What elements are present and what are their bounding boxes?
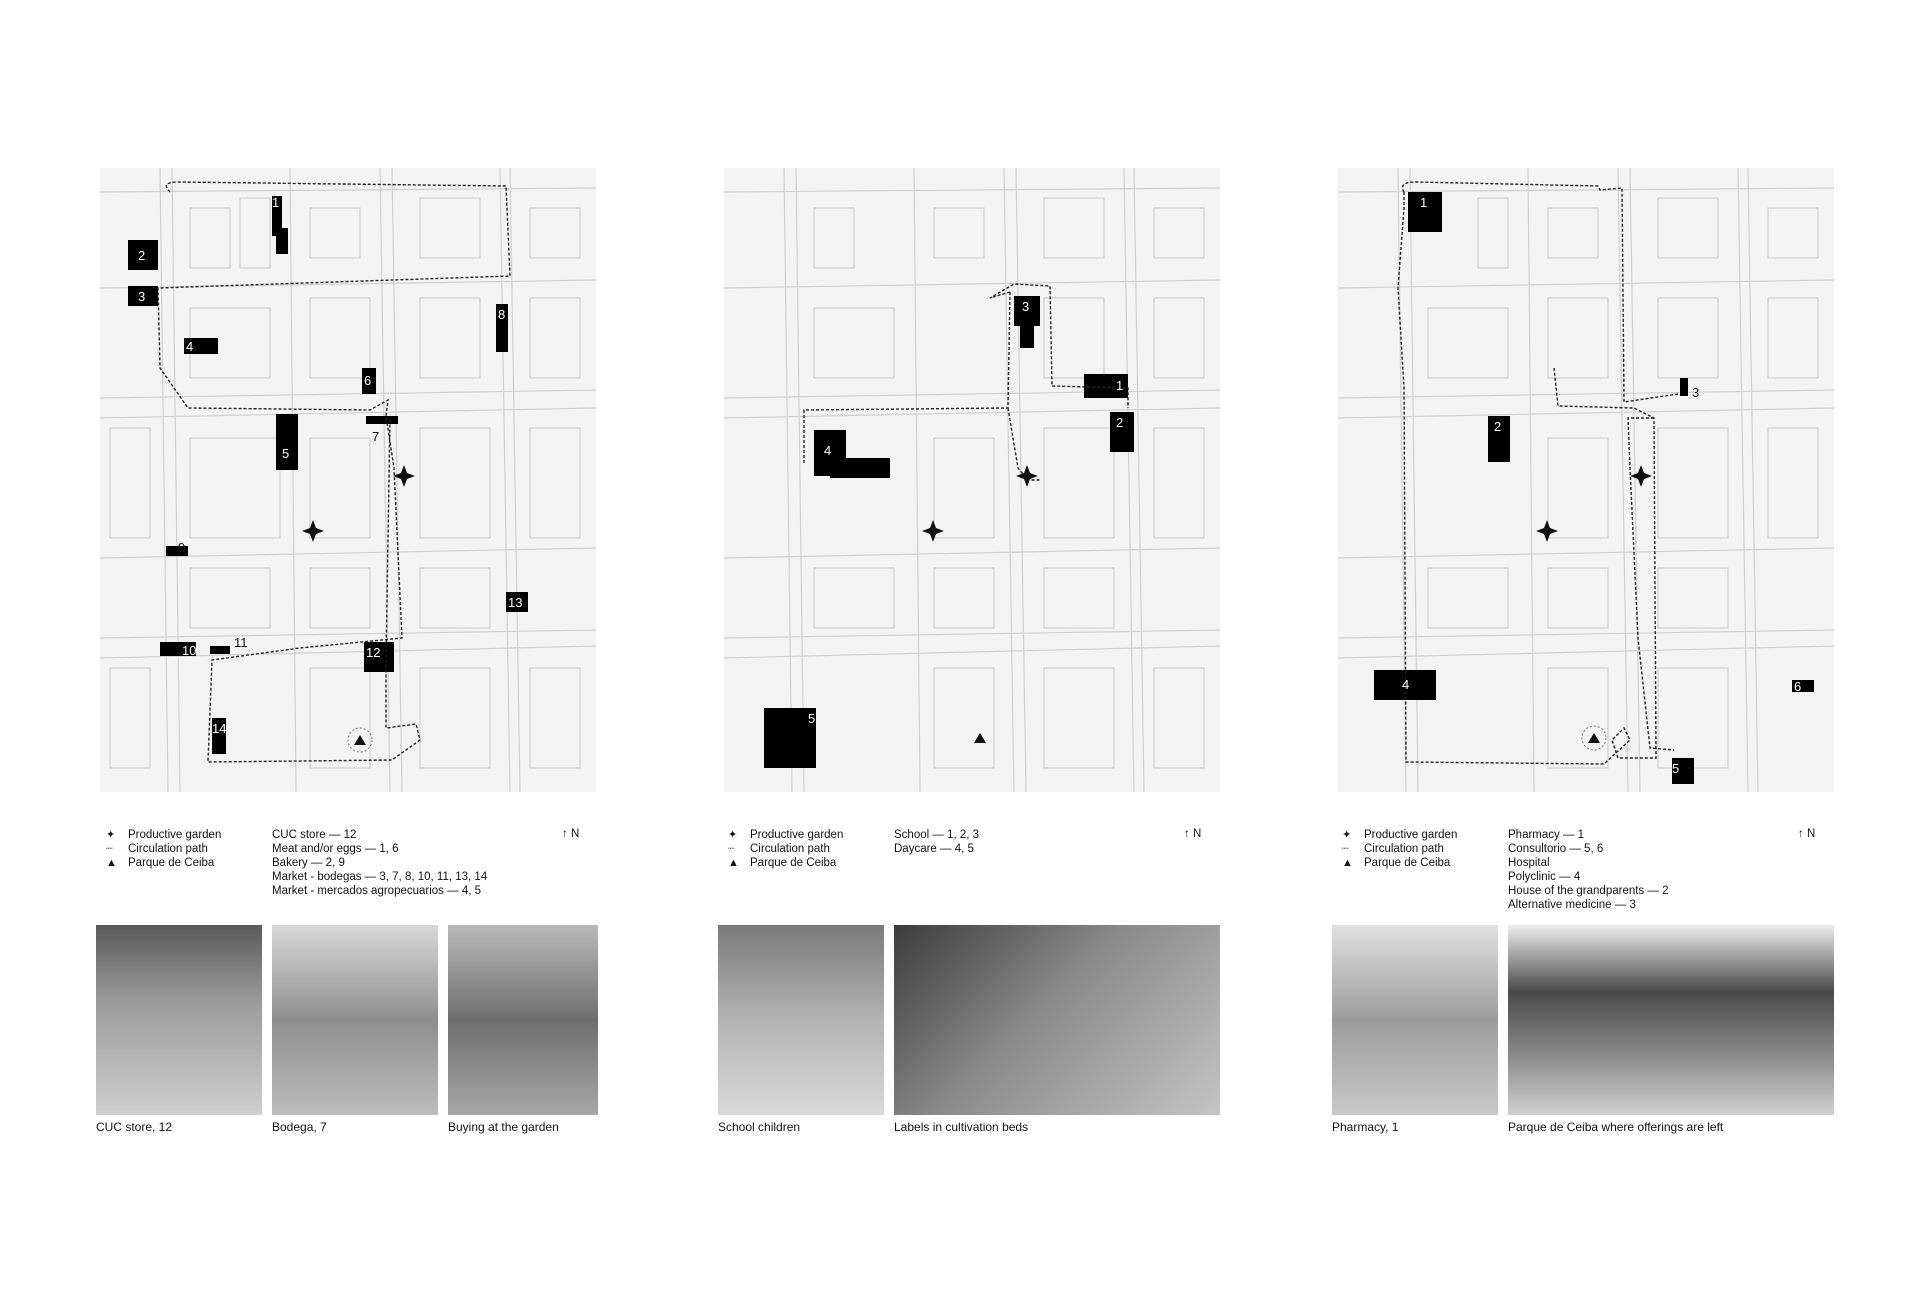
map-label-2: 2 [138,248,146,263]
caption: Buying at the garden [448,1120,559,1134]
map-label-5: 5 [282,446,290,461]
map-label-4: 4 [1402,677,1410,692]
map-label-3: 3 [138,289,146,304]
legend-garden-label: Productive garden [1364,829,1458,841]
dashed-path-icon: ┈ [728,843,735,855]
photo-garden [448,925,598,1115]
north-arrow [1184,828,1201,840]
street-grid [724,168,1220,792]
map-label-9: 9 [178,540,186,555]
map-label-8: 8 [498,307,506,322]
list-item: Market - mercados agropecuarios — 4, 5 [272,885,482,897]
north-arrow [1798,828,1815,840]
list-item: Alternative medicine — 3 [1508,899,1636,911]
dashed-path-icon: ┈ [106,843,113,855]
garden-icon: ✦ [1342,829,1352,841]
north-arrow-icon: ↑ [1798,828,1804,840]
panel-food [96,0,656,1298]
map-label-5: 5 [1672,761,1680,776]
caption: Parque de Ceiba where offerings are left [1508,1120,1724,1134]
map-label-7: 7 [372,429,380,444]
map-food [100,168,596,792]
street-grid [100,168,596,792]
map-label-1: 1 [272,195,280,210]
photo-cultivation-labels [894,925,1220,1115]
panel-health [1332,0,1892,1298]
legend-garden-label: Productive garden [750,829,844,841]
photo-school-children [718,925,884,1115]
map-label-1: 1 [1116,378,1124,393]
legend [106,828,221,870]
list-item: Market - bodegas — 3, 7, 8, 10, 11, 13, 14 [272,871,488,883]
caption: Pharmacy, 1 [1332,1120,1399,1134]
facility-list [1508,828,1668,912]
legend-path-label: Circulation path [128,843,208,855]
north-arrow-icon: ↑ [1184,828,1190,840]
map-education [724,168,1220,792]
caption: School children [718,1120,801,1134]
map-label-4: 4 [824,443,832,458]
map-label-6: 6 [364,373,372,388]
map-label-4: 4 [186,339,194,354]
list-item: Consultorio — 5, 6 [1508,843,1604,855]
map-label-14: 14 [212,721,227,736]
list-item: Meat and/or eggs — 1, 6 [272,843,399,855]
facility-list [894,828,979,856]
list-item: School — 1, 2, 3 [894,829,980,841]
map-label-13: 13 [508,595,523,610]
north-label: N [1192,828,1202,840]
list-item: Hospital [1508,857,1550,869]
panel-education [718,0,1278,1298]
street-grid [1338,168,1834,792]
garden-icon: ✦ [728,829,738,841]
list-item: Polyclinic — 4 [1508,871,1581,883]
legend-parque-label: Parque de Ceiba [750,857,837,869]
map-label-11: 11 [234,635,248,650]
north-arrow [562,828,579,840]
map-label-2: 2 [1116,415,1124,430]
legend-path-label: Circulation path [750,843,830,855]
north-label: N [570,828,580,840]
triangle-icon: ▲ [728,857,739,869]
caption: Labels in cultivation beds [894,1120,1029,1134]
dashed-path-icon: ┈ [1342,843,1349,855]
legend-parque-label: Parque de Ceiba [128,857,215,869]
legend-garden-label: Productive garden [128,829,222,841]
legend-path-label: Circulation path [1364,843,1444,855]
north-label: N [1806,828,1816,840]
north-arrow-icon: ↑ [562,828,568,840]
list-item: CUC store — 12 [272,829,357,841]
map-label-1: 1 [1420,195,1428,210]
list-item: Bakery — 2, 9 [272,857,345,869]
caption: CUC store, 12 [96,1120,173,1134]
list-item: Daycare — 4, 5 [894,843,974,855]
list-item: Pharmacy — 1 [1508,829,1585,841]
map-label-12: 12 [366,645,381,660]
photo-bodega [272,925,438,1115]
map-label-3: 3 [1022,299,1030,314]
photo-parque-de-ceiba [1508,925,1834,1115]
legend-parque-label: Parque de Ceiba [1364,857,1451,869]
legend [728,828,843,870]
map-label-5: 5 [808,711,816,726]
garden-icon: ✦ [106,829,116,841]
photo-cuc-store [96,925,262,1115]
map-label-10: 10 [182,643,197,658]
map-label-2: 2 [1494,419,1502,434]
triangle-icon: ▲ [1342,857,1353,869]
map-label-3: 3 [1692,385,1700,400]
caption: Bodega, 7 [272,1120,327,1134]
triangle-icon: ▲ [106,857,117,869]
photo-pharmacy [1332,925,1498,1115]
legend [1342,828,1457,870]
facility-list [272,828,487,898]
list-item: House of the grandparents — 2 [1508,885,1669,897]
map-label-6: 6 [1794,679,1802,694]
map-health [1338,168,1834,792]
